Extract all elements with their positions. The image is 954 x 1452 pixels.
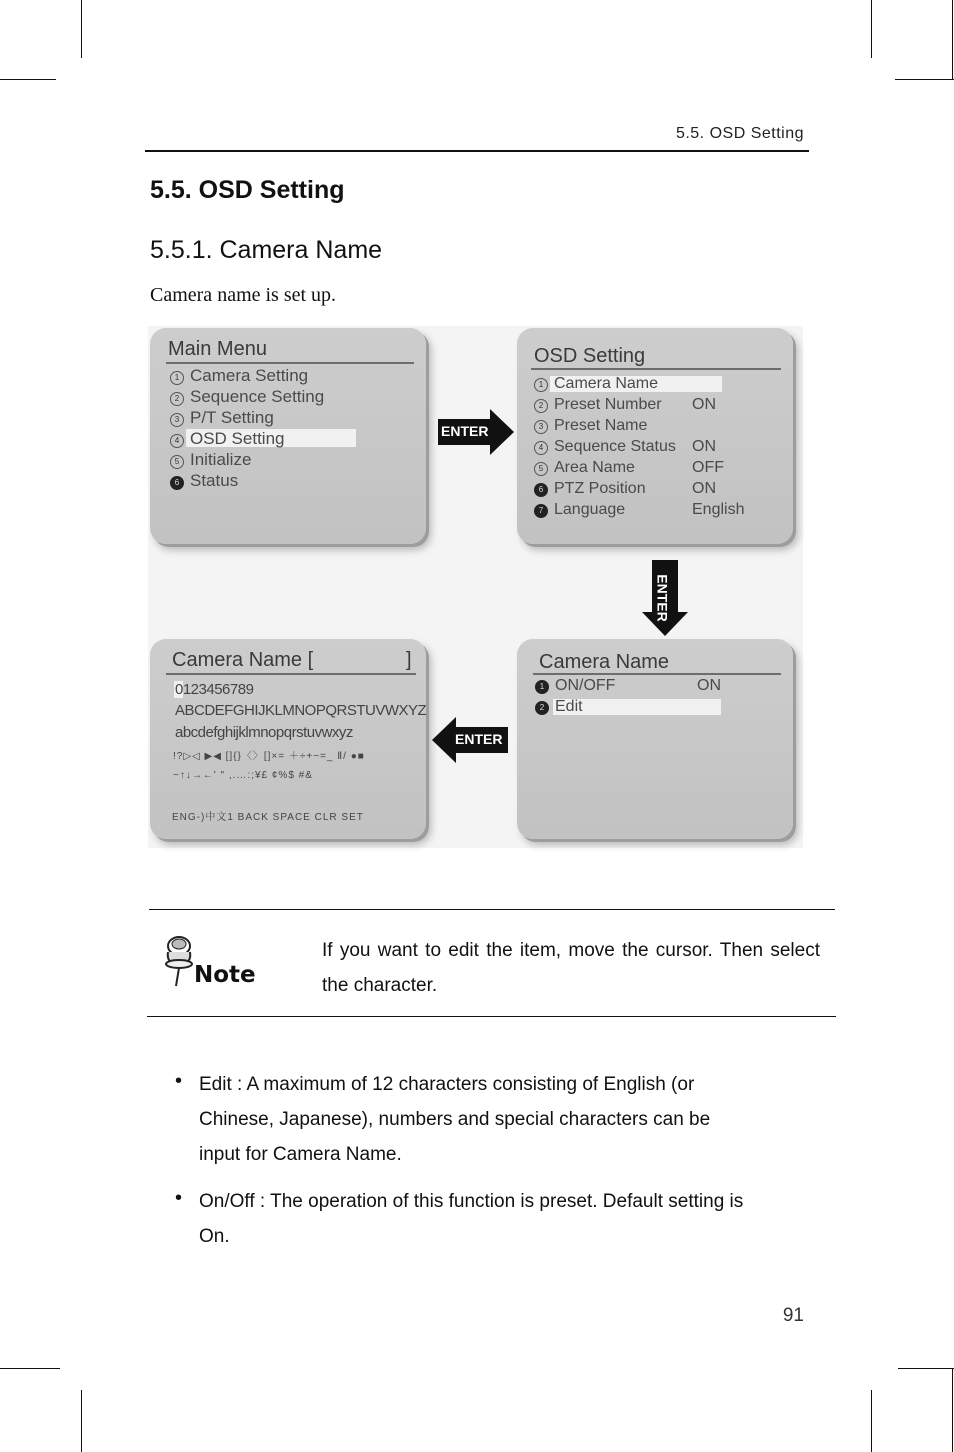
number-icon: 2 — [535, 701, 549, 715]
char-row: abcdefghijklmnopqrstuvwxyz — [175, 724, 353, 741]
enter-label: ENTER — [455, 731, 503, 747]
note-text: If you want to edit the item, move the cursor. Then select the character. — [322, 940, 820, 996]
menu-item-selected: 1 Camera Name — [534, 375, 658, 393]
camera-name-title: Camera Name — [539, 651, 670, 673]
panel-rule — [166, 673, 416, 675]
crop-mark — [898, 1368, 954, 1369]
pushpin-icon — [162, 934, 198, 988]
panel-rule — [166, 362, 414, 364]
menu-item-selected: 4 OSD Setting — [170, 429, 285, 449]
bullet-dot-icon: • — [175, 1070, 183, 1092]
crop-mark — [895, 79, 954, 80]
number-icon: 3 — [170, 413, 184, 427]
menu-item: 5 Initialize — [170, 450, 251, 470]
header-rule — [145, 150, 809, 152]
page-number: 91 — [782, 1305, 804, 1326]
editor-title: Camera Name [ — [172, 649, 314, 671]
number-icon: 1 — [534, 378, 548, 392]
crop-mark — [0, 1368, 60, 1369]
menu-item: 3 P/T Setting — [170, 408, 274, 428]
enter-label: ENTER — [441, 423, 489, 439]
number-icon: 7 — [534, 504, 548, 518]
number-icon: 2 — [534, 399, 548, 413]
menu-item-selected: 2 Edit — [535, 698, 583, 716]
menu-item: 4 Sequence Status — [534, 438, 676, 456]
bullet-line: input for Camera Name. — [199, 1144, 402, 1165]
bullet-line: Chinese, Japanese), numbers and special characters can be — [199, 1109, 711, 1130]
menu-item: 1 ON/OFF — [535, 677, 615, 695]
menu-item: 2 Preset Number — [534, 396, 662, 414]
number-icon: 5 — [534, 462, 548, 476]
menu-value: ON — [697, 677, 721, 694]
number-icon: 5 — [170, 455, 184, 469]
number-icon: 6 — [534, 483, 548, 497]
crop-mark — [871, 0, 872, 58]
menu-value: English — [692, 501, 745, 518]
number-icon: 6 — [170, 476, 184, 490]
number-icon: 1 — [170, 371, 184, 385]
number-icon: 2 — [170, 392, 184, 406]
main-menu-title: Main Menu — [168, 338, 267, 360]
menu-item: 2 Sequence Setting — [170, 387, 324, 407]
number-icon: 1 — [535, 680, 549, 694]
note-top-rule — [149, 909, 835, 910]
crop-mark — [871, 1390, 872, 1452]
enter-label: ENTER — [654, 574, 671, 622]
bullet-dot-icon: • — [175, 1187, 183, 1209]
crop-mark — [952, 1368, 953, 1452]
menu-item: 6 Status — [170, 471, 238, 491]
camera-name-editor-panel — [150, 639, 426, 839]
panel-rule — [533, 673, 781, 675]
camera-name-menu-panel — [517, 639, 793, 839]
number-icon: 3 — [534, 420, 548, 434]
menu-value: ON — [692, 438, 716, 455]
menu-value: ON — [692, 396, 716, 413]
char-row: ABCDEFGHIJKLMNOPQRSTUVWXYZ — [175, 702, 427, 719]
bullet-line: Edit : A maximum of 12 characters consisting of English (or — [199, 1074, 695, 1095]
char-row: ~↑↓→←' " ,.…:;¥£ ¢%$ #& — [173, 770, 313, 781]
osd-menu-figure — [148, 326, 803, 848]
crop-mark — [0, 79, 56, 80]
osd-setting-panel — [517, 328, 793, 544]
running-header: 5.5. OSD Setting — [675, 125, 804, 142]
crop-mark — [952, 0, 953, 80]
char-row: 0123456789 — [175, 681, 254, 698]
intro-text: Camera name is set up. — [150, 284, 337, 306]
number-icon: 4 — [170, 434, 184, 448]
char-row: !?▷◁ ▶◀ []{}〈〉[]×= ＋÷+−=_ Ⅱ/ ●■ — [173, 751, 365, 762]
bullet-line: On. — [199, 1226, 230, 1247]
editor-footer: ENG-)中文1 BACK SPACE CLR SET — [172, 812, 364, 823]
section-title: 5.5. OSD Setting — [150, 176, 345, 204]
menu-item: 5 Area Name — [534, 459, 635, 477]
menu-item: 6 PTZ Position — [534, 480, 646, 498]
subsection-title: 5.5.1. Camera Name — [150, 236, 383, 264]
note-label: Note — [194, 962, 256, 988]
menu-item: 7 Language — [534, 501, 625, 519]
crop-mark — [81, 0, 82, 58]
menu-value: OFF — [692, 459, 724, 476]
osd-setting-title: OSD Setting — [534, 345, 646, 367]
editor-bracket-close: ] — [406, 649, 412, 671]
menu-item: 3 Preset Name — [534, 417, 647, 435]
main-menu-panel — [150, 328, 426, 544]
number-icon: 4 — [534, 441, 548, 455]
menu-value: ON — [692, 480, 716, 497]
menu-item: 1 Camera Setting — [170, 366, 308, 386]
note-bottom-rule — [147, 1016, 836, 1017]
bullet-line: On/Off : The operation of this function is preset. Default setting is — [199, 1191, 744, 1212]
panel-rule — [531, 368, 781, 370]
crop-mark — [81, 1390, 82, 1452]
